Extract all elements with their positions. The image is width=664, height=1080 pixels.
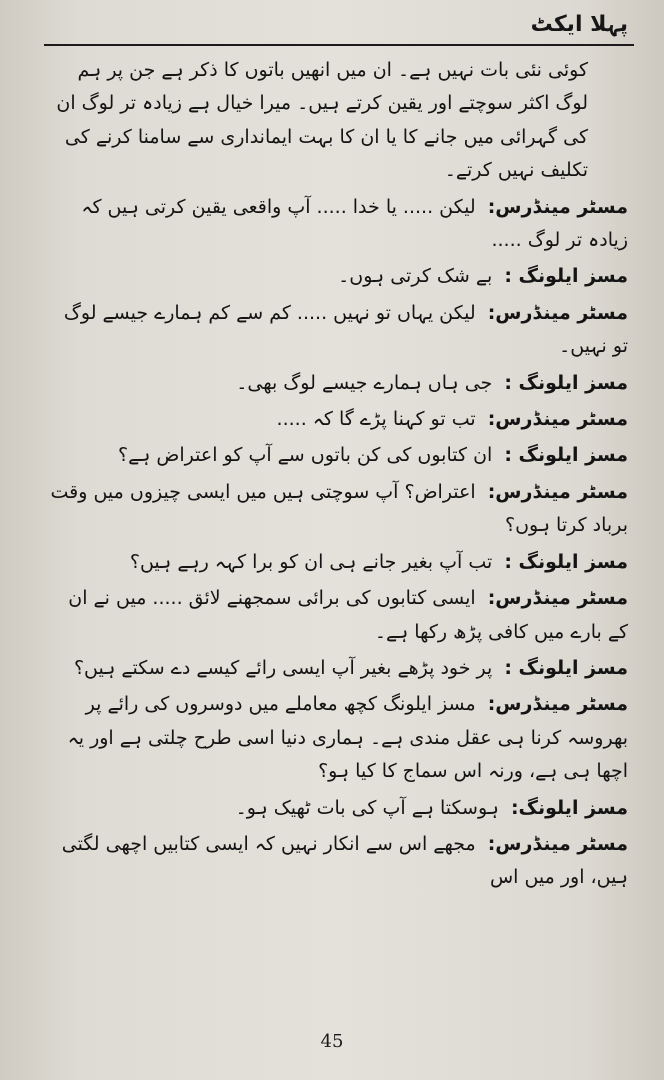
speaker-name: مسز ایلونگ:	[510, 796, 628, 819]
speaker-name: مسز ایلونگ :	[504, 265, 628, 288]
dialogue-line	[44, 792, 628, 825]
dialogue-text: مسز ایلونگ کچھ معاملے میں دوسروں کی رائے پر بھروسہ کرنا ہی عقل مندی ہے۔ ہماری دنیا اسی طرح چلتی ہے اور یہ اچھا ہی ہے، ورنہ اس سماج کا کیا ہو؟	[67, 693, 628, 783]
speaker-name: مسٹر مینڈرس:	[487, 408, 628, 431]
dialogue-text: تب تو کہنا پڑے گا کہ .....	[276, 408, 476, 431]
dialogue-text: ان کتابوں کی کن باتوں سے آپ کو اعتراض ہے؟	[118, 444, 493, 467]
header-title: پہلا ایکٹ	[530, 12, 628, 37]
dialogue-text: لیکن ..... یا خدا ..... آپ واقعی یقین کرتی ہیں کہ زیادہ تر لوگ .....	[81, 195, 628, 252]
dialogue-text: ہوسکتا ہے آپ کی بات ٹھیک ہو۔	[235, 796, 499, 819]
speaker-name: مسز ایلونگ :	[504, 656, 628, 679]
dialogue-text: مجھے اس سے انکار نہیں کہ ایسی کتابیں اچھی لگتی ہیں، اور میں اس	[61, 832, 628, 889]
speaker-name: مسز ایلونگ :	[504, 444, 628, 467]
dialogue-line	[44, 191, 628, 258]
speaker-name: مسز ایلونگ :	[504, 371, 628, 394]
paragraph-text: کوئی نئی بات نہیں ہے۔ ان میں انھیں باتوں کا ذکر ہے جن پر ہم لوگ اکثر سوچتے اور یقین کرتے ہیں۔ میرا خیال ہے زیادہ تر لوگ ان کی گہرائی میں جانے کا یا ان کا بہت ایمانداری سے سامنا کرنے کی تکلیف نہیں کرتے۔	[56, 59, 588, 182]
speaker-name: مسٹر مینڈرس:	[487, 195, 628, 218]
speaker-name: مسٹر مینڈرس:	[487, 587, 628, 610]
dialogue-text: پر خود پڑھے بغیر آپ ایسی رائے کیسے دے سکتے ہیں؟	[73, 656, 493, 679]
dialogue-text: لیکن یہاں تو نہیں ..... کم سے کم ہمارے جیسے لوگ تو نہیں۔	[63, 301, 628, 358]
dialogue-text: ایسی کتابوں کی برائی سمجھنے لائق ..... میں نے ان کے بارے میں کافی پڑھ رکھا ہے۔	[68, 587, 628, 643]
speaker-name: مسٹر مینڈرس:	[487, 832, 628, 855]
dialogue-line	[44, 582, 628, 649]
dialogue-line	[44, 403, 628, 436]
dialogue-line	[44, 260, 628, 293]
speaker-name: مسٹر مینڈرس:	[487, 693, 628, 716]
dialogue-line	[44, 688, 628, 788]
dialogue-text: تب آپ بغیر جانے ہی ان کو برا کہہ رہے ہیں؟	[129, 550, 493, 573]
dialogue-line	[44, 367, 628, 400]
speaker-name: مسٹر مینڈرس:	[487, 480, 628, 503]
dialogue-text: جی ہاں ہمارے جیسے لوگ بھی۔	[236, 371, 493, 394]
dialogue-text: بے شک کرتی ہوں۔	[338, 265, 493, 288]
speaker-name: مسز ایلونگ :	[504, 550, 628, 573]
dialogue-text: اعتراض؟ آپ سوچتی ہیں میں ایسی چیزوں میں وقت برباد کرتا ہوں؟	[50, 480, 628, 537]
speaker-name: مسٹر مینڈرس:	[487, 301, 628, 324]
dialogue-line	[44, 297, 628, 364]
dialogue-line	[44, 652, 628, 685]
page-number: 45	[320, 1031, 344, 1052]
dialogue-line	[44, 828, 628, 895]
dialogue-line	[44, 476, 628, 543]
dialogue-line	[44, 546, 628, 579]
running-header	[44, 10, 634, 46]
dialogue-line	[44, 439, 628, 472]
page-body	[44, 54, 628, 898]
paragraph	[44, 54, 628, 188]
